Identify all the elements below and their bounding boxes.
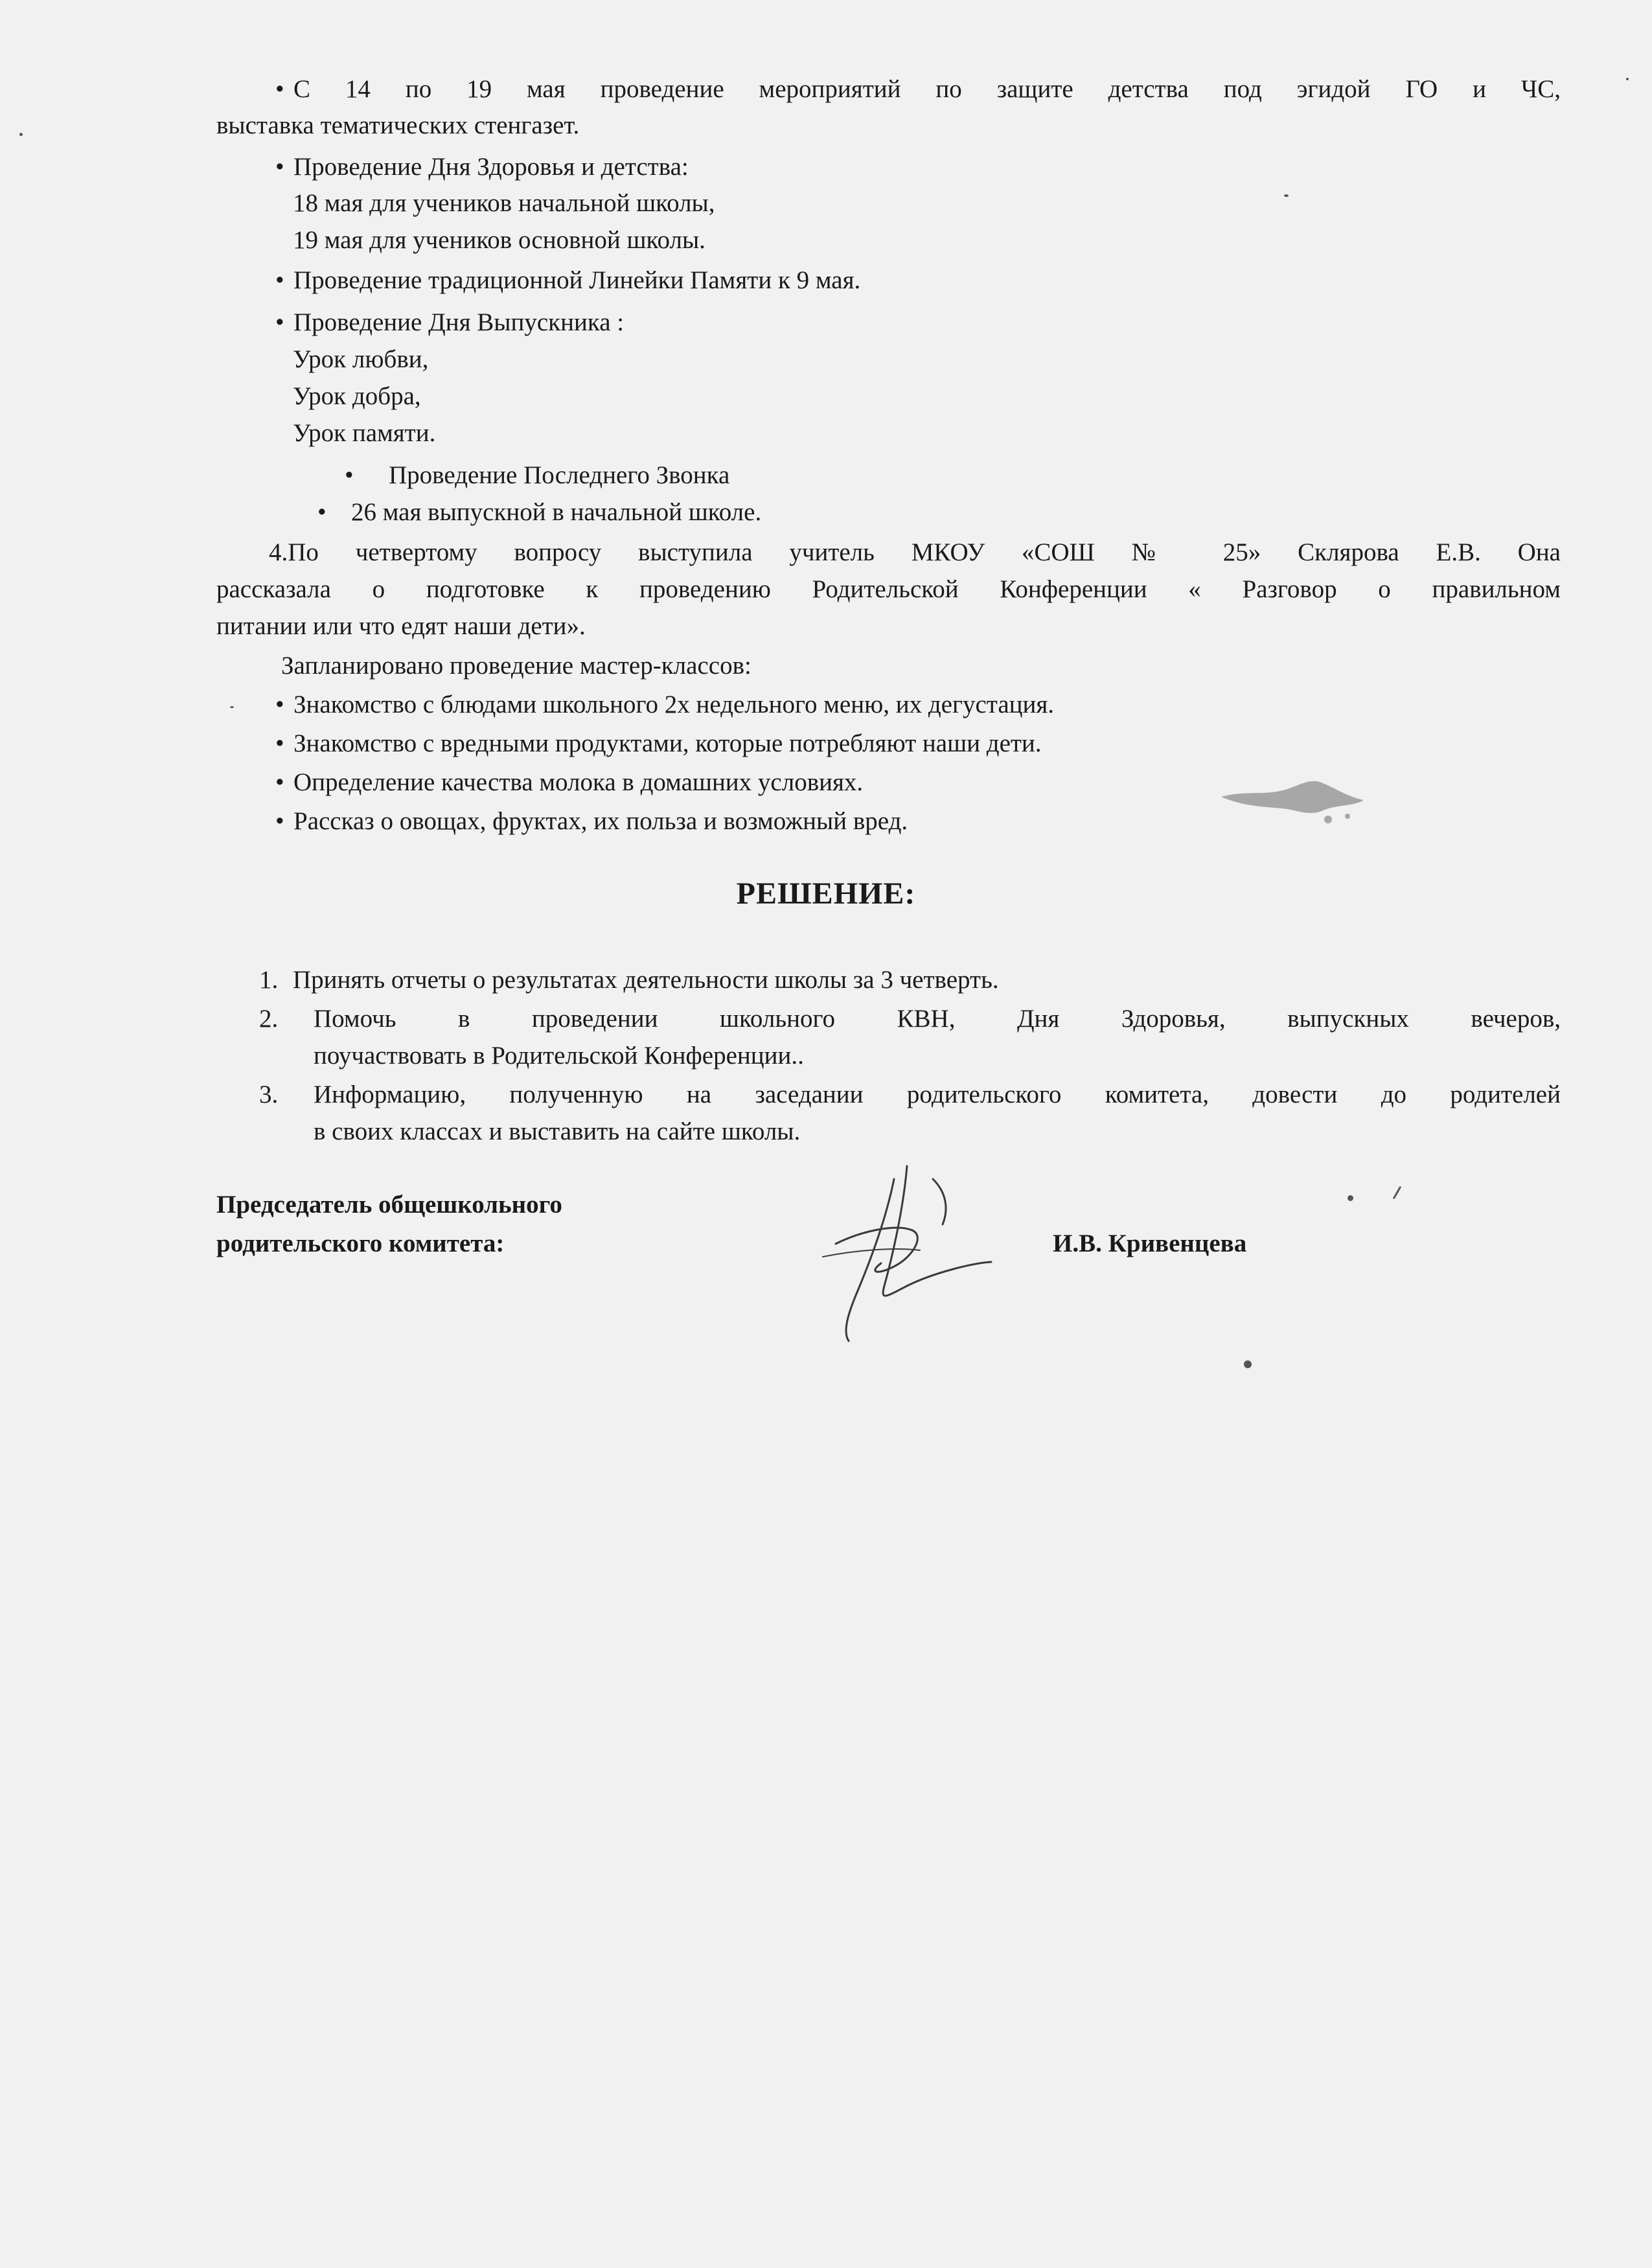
list-item-text: Проведение Последнего Звонка: [389, 461, 730, 489]
bullet: •: [275, 75, 284, 103]
list-item-continuation: выставка тематических стенгазет.: [216, 111, 580, 139]
sub-line: Урок добра,: [293, 382, 421, 410]
scan-speck: [1626, 78, 1629, 80]
item-text: в своих классах и выставить на сайте школы.: [314, 1117, 801, 1145]
list-item-text: Проведение традиционной Линейки Памяти к 9 мая.: [293, 266, 861, 294]
list-item: [275, 71, 1561, 108]
bullet: •: [275, 266, 284, 294]
bullet: •: [275, 768, 284, 796]
list-item: [275, 304, 624, 341]
list-item-text: Проведение Дня Здоровья и детства:: [293, 153, 689, 181]
bullet: •: [345, 461, 354, 489]
scan-speck: [1348, 1195, 1353, 1201]
item-number: 1.: [259, 966, 279, 994]
scan-speck: [1393, 1186, 1402, 1200]
bullet: •: [275, 308, 284, 336]
list-item: [345, 457, 729, 494]
decision-heading: РЕШЕНИЕ:: [736, 876, 916, 911]
list-item: [275, 149, 689, 185]
bullet: •: [275, 153, 284, 181]
list-item-text: Определение качества молока в домашних условиях.: [293, 768, 864, 796]
sub-line: Урок любви,: [293, 345, 429, 373]
list-item-text: Знакомство с блюдами школьного 2х недельного меню, их дегустация.: [293, 691, 1055, 718]
bullet: •: [275, 729, 284, 757]
paragraph-line: рассказала о подготовке к проведению Родительской Конференции « Разговор о правильном: [216, 575, 1561, 603]
list-item: [275, 726, 1042, 762]
masterclasses-intro: Запланировано проведение мастер-классов:: [281, 652, 751, 680]
ink-smudge: [1218, 771, 1373, 836]
list-item-text: Проведение Дня Выпускника :: [293, 308, 625, 336]
scan-speck: [19, 133, 23, 136]
handwritten-signature: [797, 1153, 1043, 1360]
list-item: [275, 803, 908, 840]
item-text: Информацию, полученную на заседании родительского комитета, довести до родителей: [314, 1081, 1561, 1108]
list-item: [275, 262, 860, 299]
list-item-text: С 14 по 19 мая проведение мероприятий по защите детства под эгидой ГО и ЧС,: [293, 75, 1561, 103]
list-item-text: 26 мая выпускной в начальной школе.: [351, 498, 762, 526]
signatory-name: И.В. Кривенцева: [1053, 1230, 1247, 1257]
list-item-text: Рассказ о овощах, фруктах, их польза и возможный вред.: [293, 807, 908, 835]
signatory-title: Председатель общешкольного: [216, 1191, 562, 1219]
scan-speck: [230, 706, 234, 708]
scan-speck: [1284, 194, 1289, 197]
bullet: •: [275, 807, 284, 835]
item-number: 2.: [259, 1005, 279, 1033]
paragraph-line: 4.По четвертому вопросу выступила учитель МКОУ «СОШ № 25» Склярова Е.В. Она: [269, 538, 1561, 566]
item-text: Помочь в проведении школьного КВН, Дня Здоровья, выпускных вечеров,: [314, 1005, 1561, 1033]
signatory-title: родительского комитета:: [216, 1230, 505, 1257]
bullet: •: [317, 498, 327, 526]
list-item-text: Знакомство с вредными продуктами, которые потребляют наши дети.: [293, 729, 1042, 757]
scan-speck: [1244, 1360, 1252, 1368]
item-text: поучаствовать в Родительской Конференции..: [314, 1042, 804, 1070]
sub-line: 19 мая для учеников основной школы.: [293, 226, 706, 254]
bullet: •: [275, 691, 284, 718]
list-item: [275, 764, 863, 801]
item-text: Принять отчеты о результатах деятельности школы за 3 четверть.: [293, 966, 999, 994]
sub-line: 18 мая для учеников начальной школы,: [293, 189, 715, 217]
decision-item: [259, 962, 999, 998]
item-number: 3.: [259, 1081, 279, 1108]
paragraph-line: питании или что едят наши дети».: [216, 612, 586, 640]
list-item: [317, 494, 761, 531]
list-item: [275, 687, 1054, 723]
sub-line: Урок памяти.: [293, 419, 436, 447]
